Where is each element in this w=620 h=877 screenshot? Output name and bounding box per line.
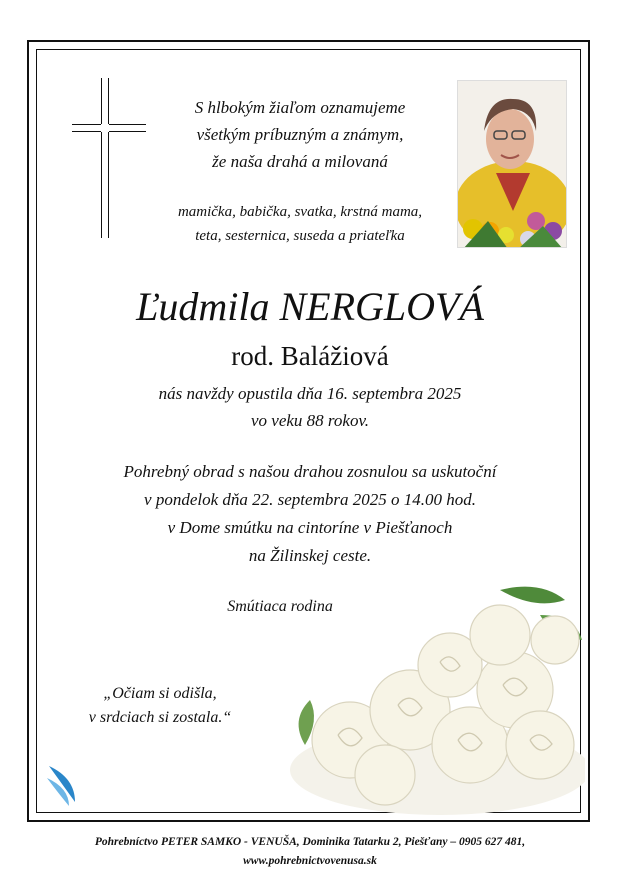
announcement-intro bbox=[140, 94, 460, 175]
memorial-quote bbox=[60, 682, 260, 730]
cross-icon bbox=[72, 78, 146, 238]
funeral-line: na Žilinskej ceste. bbox=[248, 546, 372, 565]
relations-text bbox=[140, 200, 460, 248]
funeral-line: v Dome smútku na cintoríne v Piešťanoch bbox=[167, 518, 453, 537]
quote-line: „Očiam si odišla, bbox=[103, 685, 217, 702]
family-signature: Smútiaca rodina bbox=[227, 598, 333, 615]
funeral-line: v pondelok dňa 22. septembra 2025 o 14.00 hod. bbox=[144, 490, 476, 509]
venusa-logo-icon bbox=[45, 762, 79, 806]
portrait-photo bbox=[457, 80, 567, 248]
death-line: nás navždy opustila dňa 16. septembra 2025 bbox=[158, 384, 462, 403]
death-line: vo veku 88 rokov. bbox=[251, 411, 369, 430]
intro-line: S hlbokým žiaľom oznamujeme bbox=[194, 98, 406, 117]
relations-line: teta, sesternica, suseda a priateľka bbox=[195, 228, 405, 244]
intro-line: všetkým príbuzným a známym, bbox=[196, 125, 404, 144]
maiden-name: rod. Balážiová bbox=[231, 341, 389, 371]
funeral-home-website[interactable]: www.pohrebnictvovenusa.sk bbox=[243, 855, 377, 867]
funeral-home-info: Pohrebníctvo PETER SAMKO - VENUŠA, Dominika Tatarku 2, Piešťany – 0905 627 481, bbox=[94, 836, 526, 848]
relations-line: mamička, babička, svatka, krstná mama, bbox=[177, 204, 423, 220]
deceased-name: Ľudmila NERGLOVÁ bbox=[136, 284, 484, 329]
quote-line: v srdciach si zostala.“ bbox=[88, 709, 232, 726]
white-roses-image bbox=[290, 570, 585, 815]
funeral-info bbox=[0, 458, 620, 570]
intro-line: že naša drahá a milovaná bbox=[212, 152, 388, 171]
funeral-line: Pohrebný obrad s našou drahou zosnulou sa uskutoční bbox=[123, 462, 497, 481]
death-info bbox=[0, 380, 620, 434]
